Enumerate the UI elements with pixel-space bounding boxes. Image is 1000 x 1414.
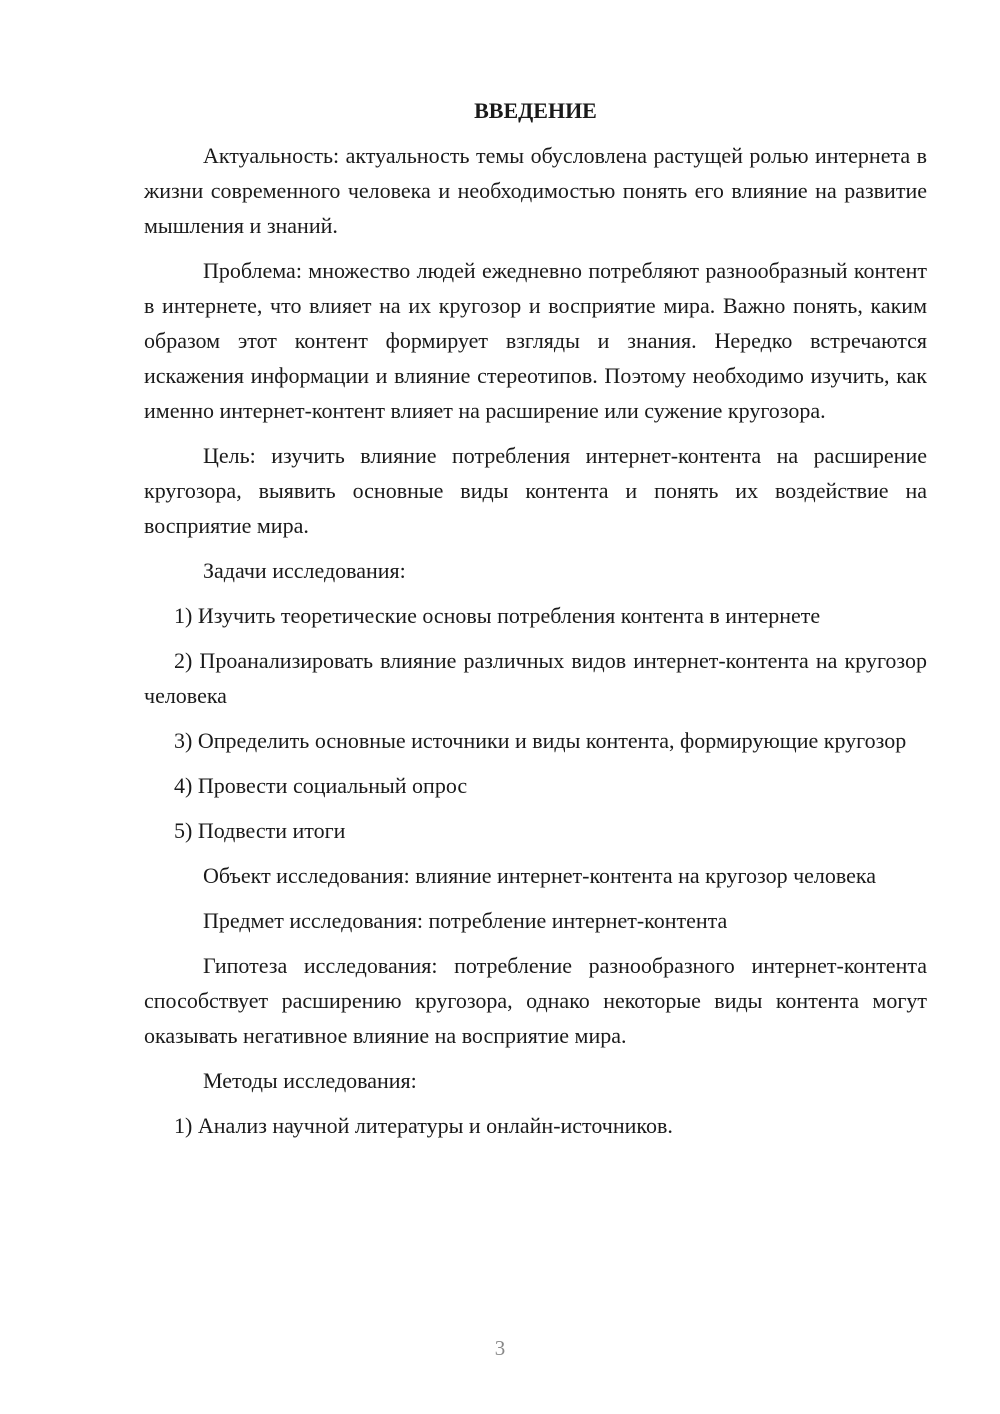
problem-paragraph: Проблема: множество людей ежедневно потребляют разнообразный контент в интернете, что влияет на их кругозор и восприятие мира. Важно понять, каким образом этот контент формирует взгляды и знания. Нередко встречаются искажения информации и влияние стереотипов. Поэтому необходимо изучить, как именно интернет-контент влияет на расширение или сужение кругозора. bbox=[144, 258, 927, 423]
task-item-1: 1) Изучить теоретические основы потребления контента в интернете bbox=[174, 603, 821, 628]
page-content bbox=[144, 93, 927, 1153]
section-heading: ВВЕДЕНИЕ bbox=[474, 98, 597, 123]
relevance-paragraph: Актуальность: актуальность темы обусловлена растущей ролью интернета в жизни современного человека и необходимостью понять его влияние на развитие мышления и знаний. bbox=[144, 143, 927, 238]
methods-title: Методы исследования: bbox=[203, 1068, 417, 1093]
task-item-2: 2) Проанализировать влияние различных видов интернет-контента на кругозор человека bbox=[144, 648, 927, 708]
task-item-3: 3) Определить основные источники и виды контента, формирующие кругозор bbox=[174, 728, 907, 753]
goal-paragraph: Цель: изучить влияние потребления интернет-контента на расширение кругозора, выявить основные виды контента и понять их воздействие на восприятие мира. bbox=[144, 443, 927, 538]
object-paragraph: Объект исследования: влияние интернет-контента на кругозор человека bbox=[203, 863, 877, 888]
page-number: 3 bbox=[494, 1336, 506, 1360]
task-item-4: 4) Провести социальный опрос bbox=[174, 773, 468, 798]
task-item-5: 5) Подвести итоги bbox=[174, 818, 346, 843]
hypothesis-paragraph: Гипотеза исследования: потребление разнообразного интернет-контента способствует расширению кругозора, однако некоторые виды контента могут оказывать негативное влияние на восприятие мира. bbox=[144, 953, 927, 1048]
method-item-1: 1) Анализ научной литературы и онлайн-источников. bbox=[174, 1113, 673, 1138]
tasks-title: Задачи исследования: bbox=[203, 558, 406, 583]
subject-paragraph: Предмет исследования: потребление интернет-контента bbox=[203, 908, 728, 933]
